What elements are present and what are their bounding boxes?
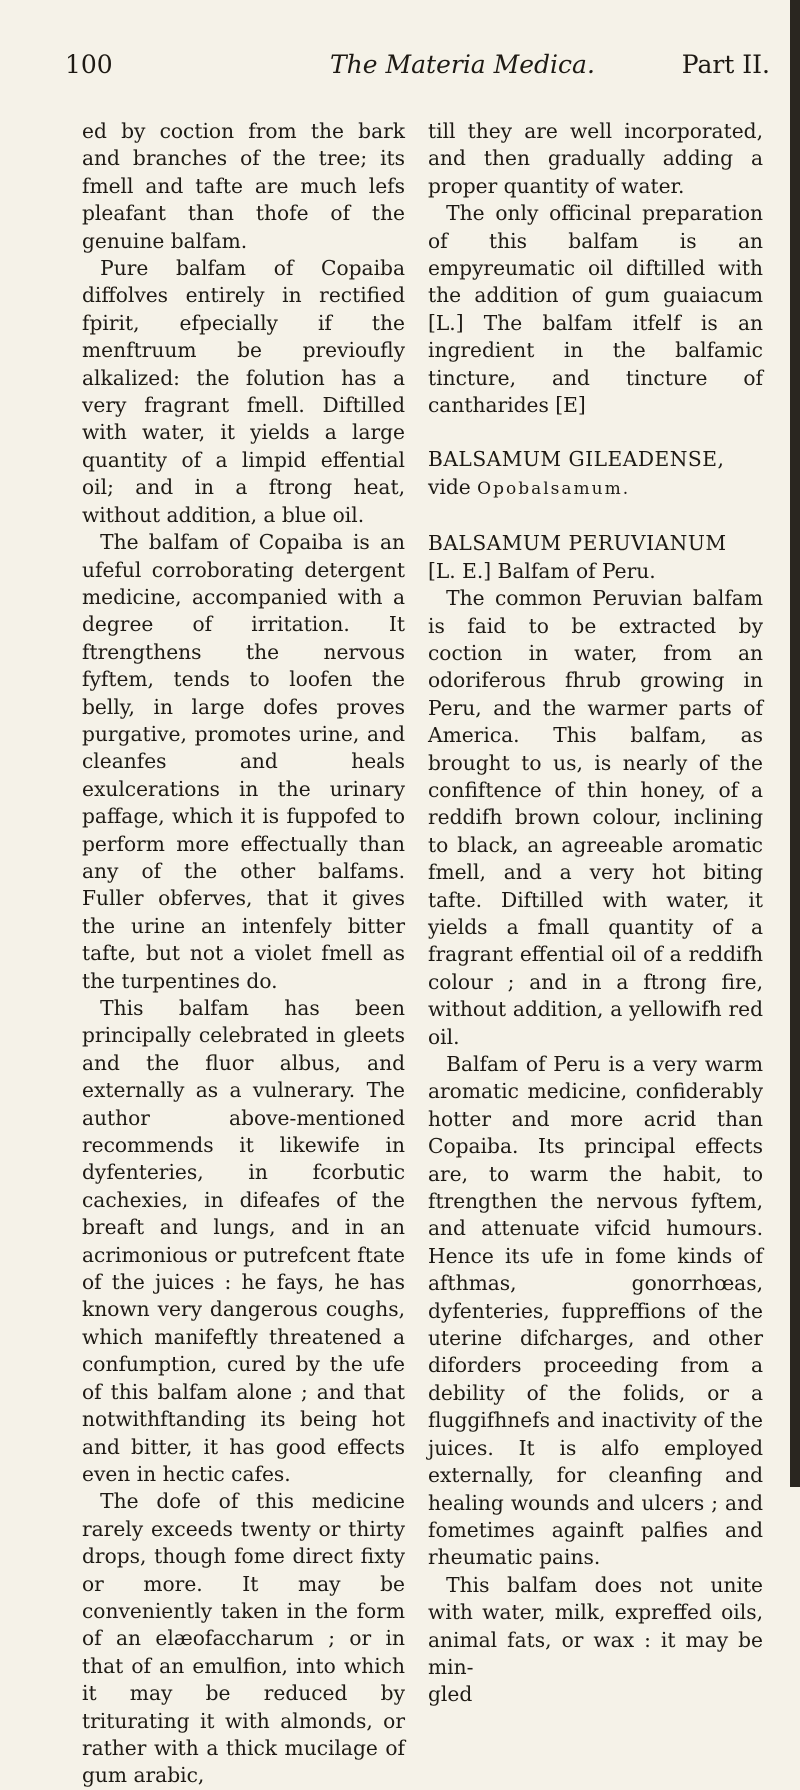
paragraph: Balfam of Peru is a very warm aromatic medicine, confiderably hotter and more acrid than Copaiba. Its principal effects are, to warm the habit, to ftrengthen the nervous fyftem, and attenuate vifcid humours. Hence its ufe in fome kinds of afthmas, gonorrhœas, dyfenteries, fuppreffions of the uterine difcharges, and other diforders proceeding from a debility of the folids, or a fluggifhnefs and inactivity of the juices. It is alfo employed externally, for cleanfing and healing wounds and ulcers ; and fometimes againft palfies and rheumatic pains.	[428, 1052, 763, 1570]
paragraph: The common Peruvian balfam is faid to be extracted by coction in water, from an odoriferous fhrub growing in Peru, and the warmer parts of America. This balfam, as brought to us, is nearly of the confiftence of thin honey, of a reddifh brown colour, inclining to black, an agreeable aromatic fmell, and a very hot biting tafte. Diftilled with water, it yields a fmall quantity of a fragrant effential oil of a reddifh colour ; and in a ftrong fire, without addition, a yellowifh red oil.	[428, 586, 763, 1049]
vide-label: vide	[428, 474, 471, 499]
catchword: gled	[428, 1682, 473, 1707]
entry-title: BALSAMUM GILEADENSE,	[428, 447, 725, 472]
left-column	[82, 118, 405, 1790]
right-column	[428, 118, 763, 1709]
cross-reference: Opobalsamum.	[477, 478, 631, 499]
paragraph: The only officinal preparation of this balfam is an empyreumatic oil diftilled with the addition of gum guaiacum [L.] The balfam itfelf is an ingredient in the balfamic tincture, and tincture of cantharides [E]	[428, 201, 763, 418]
paragraph: This balfam has been principally celebrated in gleets and the fluor albus, and externally as a vulnerary. The author above-mentioned recommends it likewife in dyfenteries, in fcorbutic cachexies, in difeafes of the breaft and lungs, and in an acrimonious or putrefcent ftate of the juices : he fays, he has known very dangerous coughs, which manifeftly threatened a confumption, cured by the ufe of this balfam alone ; and that notwithftanding its being hot and bitter, it has good effects even in hectic cafes.	[82, 996, 405, 1486]
paragraph: ed by coction from the bark and branches of the tree; its fmell and tafte are much lefs pleafant than thofe of the genuine balfam.	[82, 119, 405, 253]
entry-title: BALSAMUM PERUVIANUM	[428, 531, 727, 556]
page-edge-shadow	[790, 0, 800, 1487]
part-label: Part II.	[681, 50, 770, 79]
paragraph: till they are well incorporated, and then gradually adding a proper quantity of water.	[428, 119, 763, 198]
paragraph: The balfam of Copaiba is an ufeful corroborating detergent medicine, accompanied with a degree of irritation. It ftrengthens the nervous fyftem, tends to loofen the belly, in large dofes proves purgative, promotes urine, and cleanfes and heals exulcerations in the urinary paffage, which it is fuppofed to perform more effectually than any of the other balfams. Fuller obferves, that it gives the urine an intenfely bitter tafte, but not a violet fmell as the turpentines do.	[82, 530, 405, 993]
running-title: The Materia Medica.	[330, 50, 595, 79]
page-number: 100	[65, 50, 113, 79]
paragraph: Pure balfam of Copaiba diffolves entirely in rectified fpirit, efpecially if the menftruum be previoufly alkalized: the folution has a very fragrant fmell. Diftilled with water, it yields a large quantity of a limpid effential oil; and in a ftrong heat, without addition, a blue oil.	[82, 256, 405, 527]
paragraph: This balfam does not unite with water, milk, expreffed oils, animal fats, or wax : it may be min-	[428, 1572, 763, 1679]
entry-heading-balsamum-gileadense	[428, 446, 763, 503]
entry-heading-balsamum-peruvianum	[428, 530, 763, 585]
paragraph: The dofe of this medicine rarely exceeds twenty or thirty drops, though fome direct fixty or more. It may be conveniently taken in the form of an elæofaccharum ; or in that of an emulfion, into which it may be reduced by triturating it with almonds, or rather with a thick mucilage of gum arabic,	[82, 1489, 405, 1788]
running-header	[65, 50, 770, 86]
entry-intro: [L. E.] Balfam of Peru.	[428, 558, 656, 583]
